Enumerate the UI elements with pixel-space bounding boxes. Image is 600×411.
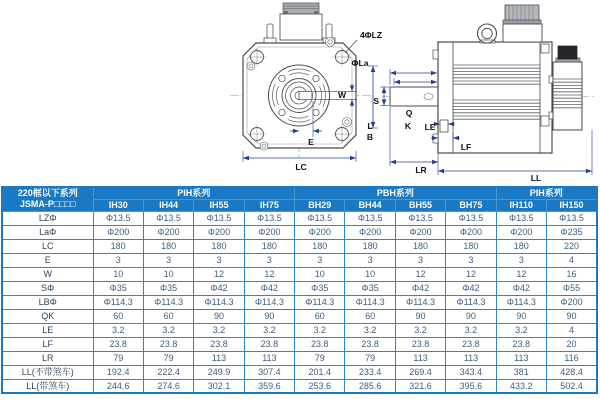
dim-label-l: L [367,121,373,131]
value-cell: 10 [345,267,395,281]
value-cell: 113 [496,351,546,365]
spec-table [1,186,598,394]
value-cell: Φ235 [547,225,597,239]
value-cell: 3 [395,253,445,267]
spec-table-wrap [1,186,598,394]
value-cell: Φ114.3 [143,295,193,309]
value-cell: 233.4 [345,365,395,379]
value-cell: 3 [143,253,193,267]
value-cell: Φ35 [345,281,395,295]
value-cell: Φ200 [244,225,294,239]
value-cell: 12 [395,267,445,281]
value-cell: 60 [345,309,395,323]
column-header: IH75 [244,199,294,211]
dim-label-lf: LF [460,142,472,152]
dim-label-lz: 4ΦLZ [359,30,383,40]
dimension-drawings [0,0,600,187]
value-cell: 3.2 [194,323,244,337]
value-cell: Φ200 [547,295,597,309]
value-cell: Φ13.5 [93,211,143,225]
value-cell: 3.2 [295,323,345,337]
value-cell: 60 [93,309,143,323]
corner-line2: JSMA-P□□□□ [19,199,76,210]
value-cell: 79 [295,351,345,365]
row-label: LF [2,337,93,351]
value-cell: 4 [547,253,597,267]
spec-table-body [2,211,597,393]
row-label: LL(带煞车) [2,379,93,393]
column-header: BH29 [295,199,345,211]
column-header: BH55 [395,199,445,211]
value-cell: 79 [143,351,193,365]
dim-label-e: E [308,137,314,147]
value-cell: Φ114.3 [446,295,496,309]
series-group-header: PIH系列 [93,187,295,199]
row-label: LBΦ [2,295,93,309]
value-cell: Φ200 [345,225,395,239]
value-cell: 244.6 [93,379,143,393]
row-label: LL(不带煞车) [2,365,93,379]
value-cell: 395.6 [446,379,496,393]
side-body [433,42,552,153]
value-cell: 113 [244,351,294,365]
value-cell: Φ13.5 [395,211,445,225]
value-cell: Φ114.3 [244,295,294,309]
value-cell: 10 [295,267,345,281]
value-cell: 90 [446,309,496,323]
value-cell: 23.8 [244,337,294,351]
value-cell: 79 [93,351,143,365]
value-cell: 180 [93,239,143,253]
motor-side-view [352,5,596,183]
value-cell: 3 [93,253,143,267]
value-cell: 113 [446,351,496,365]
value-cell: 16 [547,267,597,281]
table-row [2,211,597,225]
value-cell: 79 [345,351,395,365]
table-row [2,323,597,337]
value-cell: 502.4 [547,379,597,393]
header-group-row [2,187,597,199]
value-cell: 180 [143,239,193,253]
value-cell: Φ42 [395,281,445,295]
value-cell: 381 [496,365,546,379]
value-cell: Φ13.5 [143,211,193,225]
value-cell: 90 [194,309,244,323]
value-cell: 180 [345,239,395,253]
value-cell: 3.2 [496,323,546,337]
value-cell: Φ114.3 [395,295,445,309]
table-row [2,267,597,281]
value-cell: Φ13.5 [345,211,395,225]
value-cell: Φ55 [547,281,597,295]
value-cell: 23.8 [496,337,546,351]
value-cell: Φ114.3 [194,295,244,309]
value-cell: 359.6 [244,379,294,393]
motor-front-view [230,3,382,172]
eyebolt [478,24,497,43]
value-cell: 433.2 [496,379,546,393]
row-label: LR [2,351,93,365]
value-cell: 23.8 [194,337,244,351]
value-cell: 3.2 [446,323,496,337]
spec-table-head [2,187,597,211]
value-cell: 3 [194,253,244,267]
value-cell: 90 [395,309,445,323]
value-cell: 23.8 [395,337,445,351]
value-cell: 3 [496,253,546,267]
row-label: SΦ [2,281,93,295]
dim-label-b: B [366,132,374,142]
value-cell: 90 [547,309,597,323]
dim-label-w: W [337,90,347,100]
dim-lr [390,107,438,175]
value-cell: 3.2 [93,323,143,337]
value-cell: 3 [295,253,345,267]
column-header: IH150 [547,199,597,211]
row-label: E [2,253,93,267]
value-cell: Φ13.5 [547,211,597,225]
value-cell: 274.6 [143,379,193,393]
row-label: LaΦ [2,225,93,239]
value-cell: 222.4 [143,365,193,379]
table-row [2,253,597,267]
table-row [2,365,597,379]
value-cell: Φ42 [194,281,244,295]
value-cell: Φ13.5 [446,211,496,225]
value-cell: Φ200 [295,225,345,239]
value-cell: Φ13.5 [194,211,244,225]
value-cell: 23.8 [295,337,345,351]
value-cell: 180 [496,239,546,253]
value-cell: 12 [194,267,244,281]
value-cell: 3.2 [143,323,193,337]
value-cell: 285.6 [345,379,395,393]
value-cell: 20 [547,337,597,351]
value-cell: 180 [244,239,294,253]
series-group-header: PIH系列 [496,187,597,199]
dim-lc [243,151,356,162]
dim-label-lc: LC [295,162,307,172]
value-cell: 180 [295,239,345,253]
column-header: IH55 [194,199,244,211]
value-cell: 12 [446,267,496,281]
value-cell: Φ35 [295,281,345,295]
dim-label-q: Q [405,108,413,118]
table-row [2,351,597,365]
value-cell: Φ42 [244,281,294,295]
value-cell: 10 [143,267,193,281]
dim-label-la: ΦLa [351,58,369,68]
side-shaft [390,87,438,106]
value-cell: 192.4 [93,365,143,379]
table-row [2,295,597,309]
value-cell: Φ35 [93,281,143,295]
corner-line1: 220框以下系列 [17,188,78,198]
table-row [2,281,597,295]
row-label: LZΦ [2,211,93,225]
value-cell: 4 [547,323,597,337]
value-cell: 220 [547,239,597,253]
front-connector [280,3,322,40]
value-cell: 180 [194,239,244,253]
row-label: LC [2,239,93,253]
value-cell: Φ114.3 [93,295,143,309]
value-cell: 3 [345,253,395,267]
value-cell: 269.4 [395,365,445,379]
value-cell: 321.6 [395,379,445,393]
value-cell: 249.9 [194,365,244,379]
value-cell: 90 [244,309,294,323]
value-cell: 3.2 [395,323,445,337]
value-cell: Φ42 [496,281,546,295]
table-row [2,239,597,253]
dim-label-ll: LL [530,173,542,183]
table-row [2,225,597,239]
value-cell: Φ35 [143,281,193,295]
column-header: IH110 [496,199,546,211]
value-cell: 3.2 [345,323,395,337]
dim-label-le: LE [424,122,436,132]
value-cell: 60 [295,309,345,323]
value-cell: 428.4 [547,365,597,379]
dim-label-lr: LR [415,165,427,175]
row-label: LE [2,323,93,337]
value-cell: Φ114.3 [295,295,345,309]
value-cell: 180 [446,239,496,253]
value-cell: 23.8 [345,337,395,351]
value-cell: 60 [143,309,193,323]
value-cell: Φ114.3 [345,295,395,309]
value-cell: 116 [547,351,597,365]
value-cell: 253.6 [295,379,345,393]
value-cell: Φ200 [194,225,244,239]
value-cell: Φ13.5 [295,211,345,225]
value-cell: 113 [395,351,445,365]
value-cell: 10 [93,267,143,281]
value-cell: 23.8 [143,337,193,351]
value-cell: 3.2 [244,323,294,337]
column-header: BH44 [345,199,395,211]
value-cell: Φ200 [143,225,193,239]
table-row [2,379,597,393]
value-cell: Φ114.3 [496,295,546,309]
value-cell: 90 [496,309,546,323]
value-cell: 113 [194,351,244,365]
value-cell: 302.1 [194,379,244,393]
value-cell: Φ200 [446,225,496,239]
dim-kq [390,69,437,85]
encoder-plug [558,46,577,59]
value-cell: 23.8 [446,337,496,351]
value-cell: 12 [496,267,546,281]
encoder [549,46,582,130]
corner-header [2,187,93,211]
value-cell: 23.8 [93,337,143,351]
value-cell: 307.4 [244,365,294,379]
value-cell: 12 [244,267,294,281]
value-cell: 3 [244,253,294,267]
table-row [2,337,597,351]
dim-label-s: S [373,96,379,106]
table-row [2,309,597,323]
value-cell: Φ200 [496,225,546,239]
value-cell: Φ42 [446,281,496,295]
value-cell: Φ200 [93,225,143,239]
dim-label-k: K [404,121,412,131]
value-cell: 180 [395,239,445,253]
row-label: W [2,267,93,281]
column-header: BH75 [446,199,496,211]
series-group-header: PBH系列 [295,187,497,199]
value-cell: Φ200 [395,225,445,239]
column-header: IH30 [93,199,143,211]
value-cell: 201.4 [295,365,345,379]
value-cell: Φ13.5 [244,211,294,225]
value-cell: 3 [446,253,496,267]
side-connector [503,5,542,42]
value-cell: Φ13.5 [496,211,546,225]
value-cell: 343.4 [446,365,496,379]
row-label: QK [2,309,93,323]
column-header: IH44 [143,199,193,211]
